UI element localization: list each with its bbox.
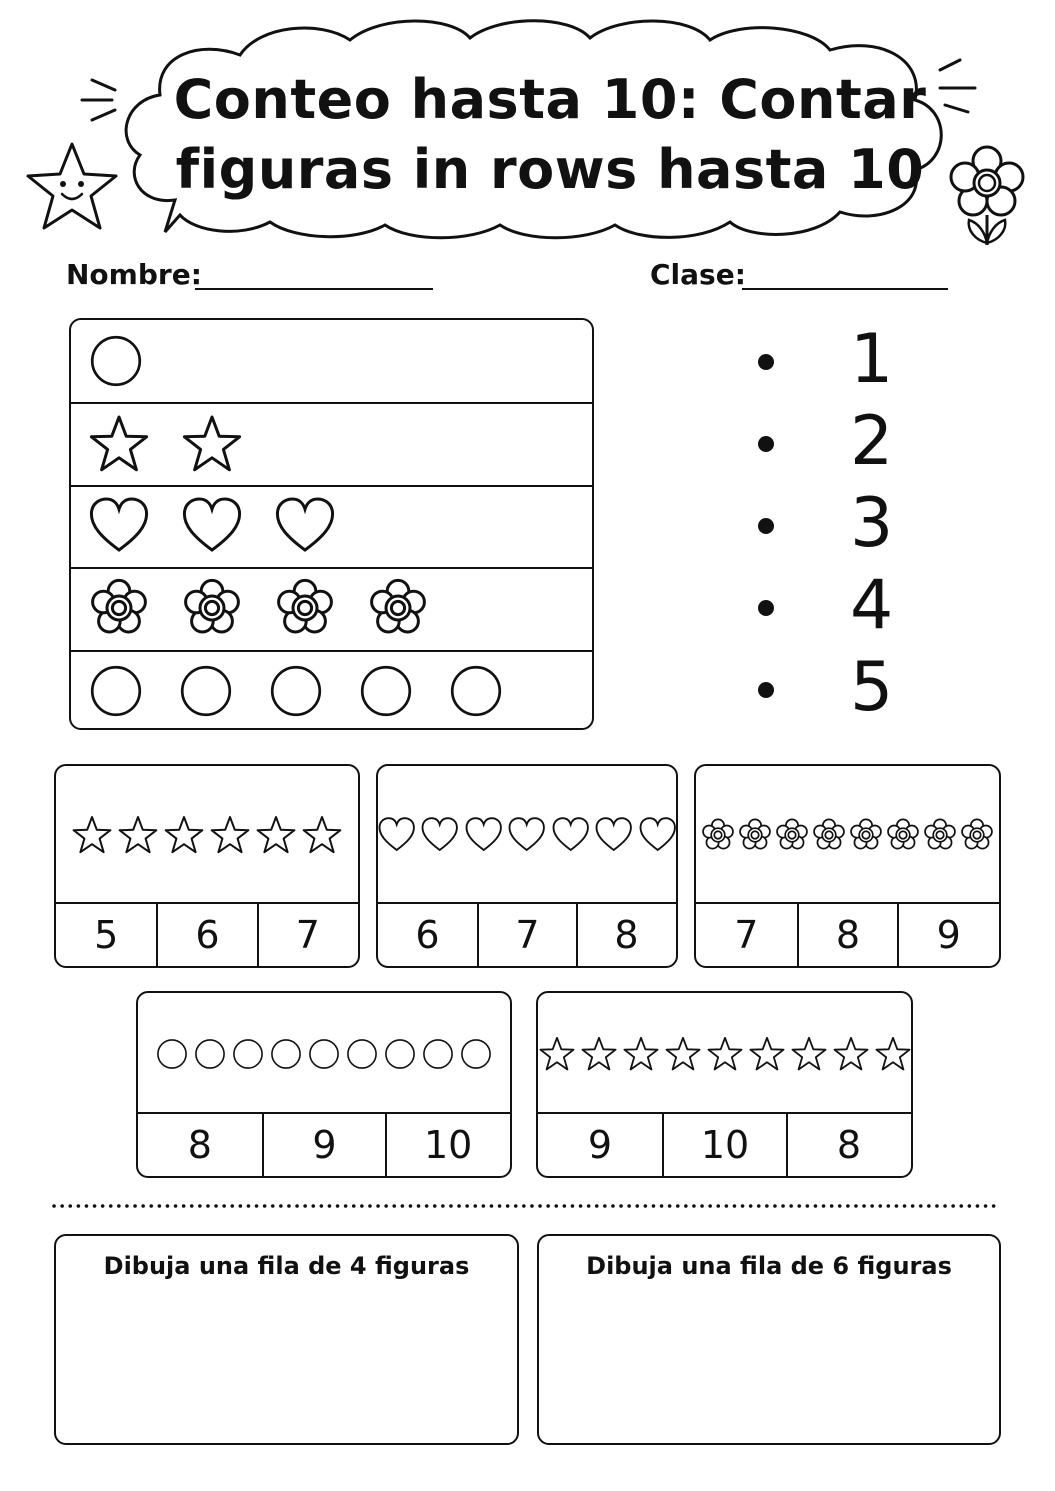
answer-option[interactable]: 7	[477, 904, 576, 966]
matching-row	[71, 567, 592, 649]
flower-icon	[923, 818, 957, 852]
circle-icon	[179, 664, 233, 718]
matching-row	[71, 485, 592, 567]
matching-number[interactable]	[750, 566, 950, 646]
circle-icon	[156, 1038, 188, 1070]
answer-options	[138, 1112, 510, 1176]
flower-icon	[738, 818, 772, 852]
class-field[interactable]	[742, 288, 948, 290]
number-label: 4	[850, 566, 894, 645]
circle-icon	[359, 664, 413, 718]
row-divider	[71, 567, 592, 569]
star-icon	[118, 815, 158, 855]
shape-row	[696, 766, 999, 904]
star-icon	[791, 1036, 827, 1072]
answer-option[interactable]: 9	[587, 1123, 613, 1167]
heart-icon	[552, 816, 589, 854]
matching-row	[71, 650, 592, 732]
matching-number[interactable]	[750, 402, 950, 482]
row-divider	[71, 402, 592, 404]
heart-icon	[275, 496, 335, 556]
circle-icon	[422, 1038, 454, 1070]
star-icon	[749, 1036, 785, 1072]
answer-option[interactable]: 6	[156, 904, 256, 966]
star-icon	[581, 1036, 617, 1072]
answer-option[interactable]: 7	[257, 904, 357, 966]
star-icon	[875, 1036, 911, 1072]
draw-box-label: Dibuja una fila de 4 figuras	[103, 1252, 470, 1280]
row-divider	[71, 650, 592, 652]
star-icon	[623, 1036, 659, 1072]
answer-option[interactable]: 6	[415, 913, 440, 957]
number-label: 5	[850, 648, 894, 727]
flower-icon	[960, 818, 994, 852]
count-choice-box	[54, 764, 360, 968]
shape-row	[378, 766, 676, 904]
bullet-dot[interactable]	[758, 436, 774, 452]
answer-options	[56, 902, 358, 966]
circle-icon	[269, 664, 323, 718]
answer-option[interactable]: 10	[385, 1114, 509, 1176]
bullet-dot[interactable]	[758, 354, 774, 370]
heart-icon	[89, 496, 149, 556]
number-label: 2	[850, 402, 894, 481]
answer-option[interactable]: 10	[662, 1114, 786, 1176]
page-title-line-1: Conteo hasta 10: Contar	[173, 68, 927, 131]
flower-icon	[368, 578, 428, 638]
circle-icon	[270, 1038, 302, 1070]
star-icon	[665, 1036, 701, 1072]
heart-icon	[465, 816, 502, 854]
circle-icon	[89, 664, 143, 718]
flower-icon	[275, 578, 335, 638]
star-icon	[164, 815, 204, 855]
matching-row	[71, 402, 592, 484]
dotted-divider	[50, 1200, 1005, 1212]
answer-options	[696, 902, 999, 966]
matching-number[interactable]	[750, 320, 950, 400]
circle-icon	[308, 1038, 340, 1070]
heart-icon	[378, 816, 415, 854]
heart-icon	[639, 816, 676, 854]
star-face-icon	[22, 138, 122, 234]
shape-row	[538, 993, 911, 1114]
star-icon	[539, 1036, 575, 1072]
answer-option[interactable]: 8	[576, 904, 675, 966]
bullet-dot[interactable]	[758, 518, 774, 534]
circle-icon	[384, 1038, 416, 1070]
row-divider	[71, 485, 592, 487]
page-title-line-2: figuras in rows hasta 10	[175, 138, 925, 201]
circle-icon	[89, 334, 143, 388]
answer-option[interactable]: 8	[797, 904, 898, 966]
star-icon	[256, 815, 296, 855]
flower-icon	[89, 578, 149, 638]
answer-option[interactable]: 8	[786, 1114, 910, 1176]
heart-icon	[421, 816, 458, 854]
bullet-dot[interactable]	[758, 600, 774, 616]
count-choice-box	[376, 764, 678, 968]
circle-icon	[194, 1038, 226, 1070]
bullet-dot[interactable]	[758, 682, 774, 698]
matching-row	[71, 320, 592, 402]
matching-number[interactable]	[750, 648, 950, 728]
flower-icon	[945, 145, 1030, 250]
flower-icon	[775, 818, 809, 852]
star-icon	[707, 1036, 743, 1072]
star-icon	[182, 414, 242, 474]
flower-icon	[849, 818, 883, 852]
name-label: Nombre:	[66, 258, 202, 291]
count-choice-box	[136, 991, 512, 1178]
count-choice-box	[694, 764, 1001, 968]
draw-box-4[interactable]	[54, 1234, 519, 1445]
matching-number[interactable]	[750, 484, 950, 564]
answer-option[interactable]: 9	[262, 1114, 386, 1176]
class-label: Clase:	[650, 258, 746, 291]
flower-icon	[701, 818, 735, 852]
star-icon	[302, 815, 342, 855]
heart-icon	[595, 816, 632, 854]
answer-option[interactable]: 8	[187, 1123, 212, 1167]
draw-box-6[interactable]	[537, 1234, 1001, 1445]
answer-option[interactable]: 7	[734, 913, 759, 957]
flower-icon	[812, 818, 846, 852]
answer-options	[378, 902, 676, 966]
circle-icon	[449, 664, 503, 718]
shape-row	[138, 993, 510, 1114]
star-icon	[210, 815, 250, 855]
circle-icon	[460, 1038, 492, 1070]
matching-table	[69, 318, 594, 730]
flower-icon	[182, 578, 242, 638]
star-icon	[89, 414, 149, 474]
star-icon	[833, 1036, 869, 1072]
star-icon	[72, 815, 112, 855]
answer-option[interactable]: 9	[897, 904, 998, 966]
answer-options	[538, 1112, 911, 1176]
flower-icon	[886, 818, 920, 852]
answer-option[interactable]: 5	[94, 913, 119, 957]
count-choice-box	[536, 991, 913, 1178]
name-field[interactable]	[195, 288, 433, 290]
draw-box-label: Dibuja una fila de 6 figuras	[586, 1252, 952, 1280]
heart-icon	[182, 496, 242, 556]
circle-icon	[232, 1038, 264, 1070]
number-label: 1	[850, 320, 894, 399]
number-label: 3	[850, 484, 894, 563]
shape-row	[56, 766, 358, 904]
heart-icon	[508, 816, 545, 854]
circle-icon	[346, 1038, 378, 1070]
